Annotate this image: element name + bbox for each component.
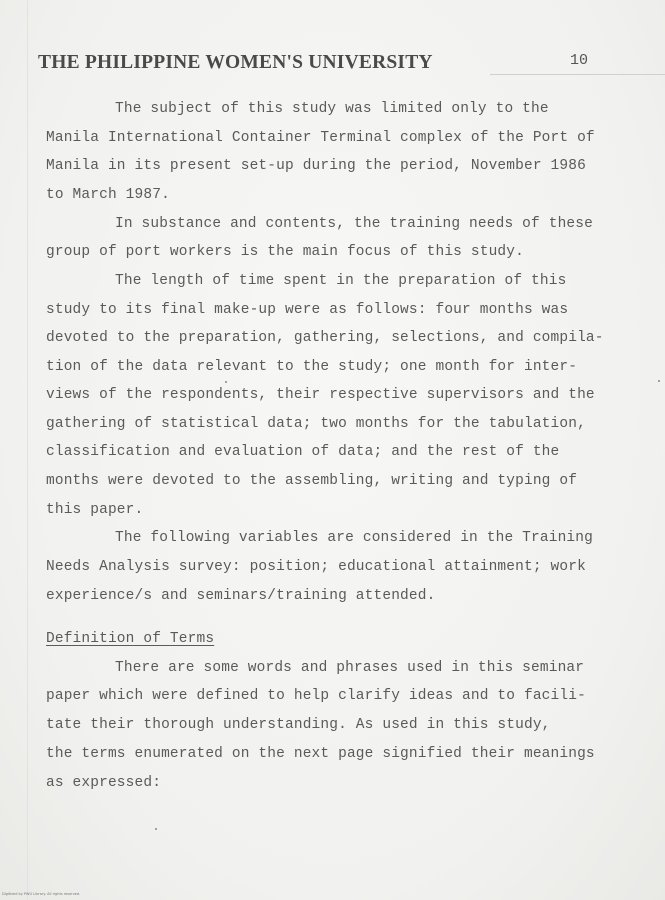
footer-note: Digitized by PWU Library. All rights reserved. [2,892,81,896]
body-line: experience/s and seminars/training attended. [46,588,436,604]
body-line: The length of time spent in the preparation of this [115,273,567,289]
body-line: group of port workers is the main focus of this study. [46,244,524,260]
body-line: Manila International Container Terminal complex of the Port of [46,130,595,146]
body-line: tion of the data relevant to the study; one month for inter- [46,359,578,375]
body-line: devoted to the preparation, gathering, selections, and compila- [46,330,604,346]
body-line: Needs Analysis survey: position; educational attainment; work [46,559,586,575]
body-line: this paper. [46,502,144,518]
paper-speck [155,828,157,830]
university-header: THE PHILIPPINE WOMEN'S UNIVERSITY [38,52,433,73]
section-line: the terms enumerated on the next page signified their meanings [46,746,595,762]
page-edge-line [27,0,28,900]
section-line: paper which were defined to help clarify ideas and to facili- [46,688,586,704]
section-heading: Definition of Terms [46,631,215,647]
body-line: In substance and contents, the training needs of these [115,216,593,232]
header-rule [490,74,665,75]
body-line: to March 1987. [46,187,170,203]
section-line: There are some words and phrases used in this seminar [115,660,585,676]
body-line: Manila in its present set-up during the period, November 1986 [46,158,586,174]
body-line: The subject of this study was limited only to the [115,101,549,117]
body-line: gathering of statistical data; two months for the tabulation, [46,416,586,432]
body-line: The following variables are considered in the Training [115,530,593,546]
body-line: views of the respondents, their respective supervisors and the [46,387,595,403]
paper-speck [658,380,660,382]
body-line: months were devoted to the assembling, writing and typing of [46,473,578,489]
section-line: tate their thorough understanding. As used in this study, [46,717,551,733]
page-number: 10 [570,52,589,69]
body-line: classification and evaluation of data; and the rest of the [46,444,560,460]
body-line: study to its final make-up were as follows: four months was [46,302,569,318]
paper-speck [225,381,227,383]
section-line: as expressed: [46,775,162,791]
